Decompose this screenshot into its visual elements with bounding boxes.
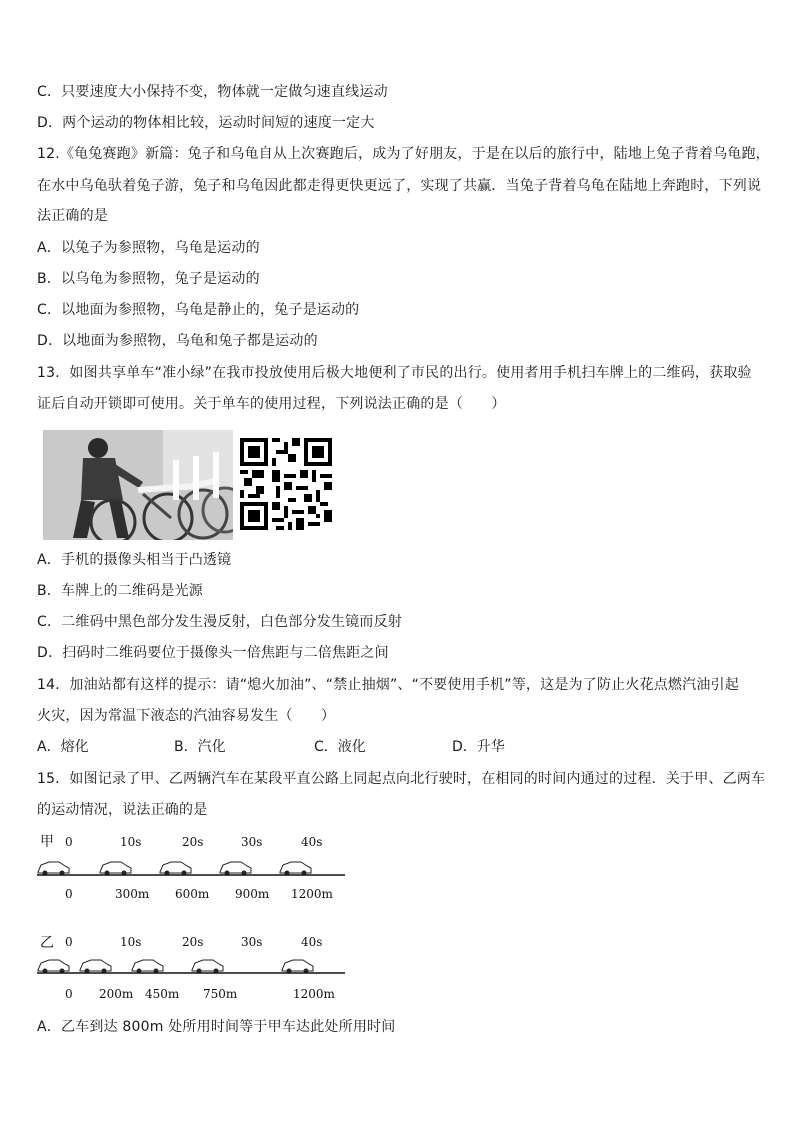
- yi-distance-450m: 450m: [145, 987, 180, 1001]
- q13-figure: [43, 428, 333, 542]
- jia-time-20s: 20s: [182, 835, 204, 849]
- q12-stem-line-2: 在水中乌龟驮着兔子游，兔子和乌龟因此都走得更快更远了，实现了共赢．当兔子背着乌龟在陆地上奔跑时，下列说: [37, 178, 762, 194]
- q15-stem-line-1: 15．如图记录了甲、乙两辆汽车在某段平直公路上同起点向北行驶时，在相同的时间内通过的过程．关于甲、乙两车: [37, 771, 766, 787]
- q12-stem-line-3: 法正确的是: [37, 208, 108, 224]
- yi-distance-0: 0: [65, 987, 73, 1001]
- jia-time-30s: 30s: [241, 835, 263, 849]
- jia-distance-900m: 900m: [235, 887, 270, 901]
- jia-car-10s: [100, 862, 131, 876]
- yi-car-30s: [192, 960, 223, 974]
- yi-distance-200m: 200m: [99, 987, 134, 1001]
- jia-car-20s: [160, 862, 191, 876]
- q11-option-d: D．两个运动的物体相比较，运动时间短的速度一定大: [37, 115, 375, 131]
- jia-car-0: [38, 862, 69, 876]
- jia-time-0: 0: [65, 835, 73, 849]
- bike-photo: [43, 430, 233, 540]
- yi-label: 乙: [40, 935, 54, 951]
- jia-car-40s: [280, 862, 311, 876]
- q12-option-b: B．以乌龟为参照物，兔子是运动的: [37, 271, 260, 287]
- yi-time-20s: 20s: [182, 935, 204, 949]
- jia-distance-1200m: 1200m: [291, 887, 333, 901]
- q12-stem-line-1: 12.《龟兔赛跑》新篇：兔子和乌龟自从上次赛跑后，成为了好朋友，于是在以后的旅行中，陆地上兔子背着乌龟跑，: [37, 146, 770, 162]
- jia-time-40s: 40s: [301, 835, 323, 849]
- q13-option-c: C．二维码中黑色部分发生漫反射，白色部分发生镜而反射: [37, 614, 402, 630]
- q14-stem-line-2: 火灾，因为常温下液态的汽油容易发生（ ）: [37, 708, 336, 724]
- q13-option-b: B．车牌上的二维码是光源: [37, 583, 204, 599]
- yi-time-30s: 30s: [241, 935, 263, 949]
- q11-option-c: C．只要速度大小保持不变，物体就一定做匀速直线运动: [37, 84, 388, 100]
- yi-distance-1200m: 1200m: [293, 987, 335, 1001]
- q12-option-a: A．以兔子为参照物，乌龟是运动的: [37, 240, 260, 256]
- yi-car-10s: [80, 960, 111, 974]
- qr-code-image: [240, 438, 332, 530]
- jia-distance-0: 0: [65, 887, 73, 901]
- q12-option-c: C．以地面为参照物，乌龟是静止的，兔子是运动的: [37, 302, 360, 318]
- jia-car-30s: [220, 862, 251, 876]
- q13-option-d: D．扫码时二维码要位于摄像头一倍焦距与二倍焦距之间: [37, 645, 389, 661]
- jia-label: 甲: [40, 834, 54, 850]
- q13-stem-line-1: 13．如图共享单车“准小绿”在我市投放使用后极大地便利了市民的出行。使用者用手机扫车牌上的二维码，获取验: [37, 365, 752, 381]
- q14-option-c: C．液化: [314, 739, 366, 755]
- yi-time-0: 0: [65, 935, 73, 949]
- yi-time-40s: 40s: [301, 935, 323, 949]
- yi-car-40s: [282, 960, 313, 974]
- q13-stem-line-2: 证后自动开锁即可使用。关于单车的使用过程，下列说法正确的是（ ）: [37, 396, 506, 412]
- jia-distance-600m: 600m: [175, 887, 210, 901]
- q14-option-b: B．汽化: [174, 739, 226, 755]
- q15-option-a: A．乙车到达 800m 处所用时间等于甲车达此处所用时间: [37, 1019, 396, 1035]
- q14-option-a: A．熔化: [37, 739, 89, 755]
- q14-stem-line-1: 14．加油站都有这样的提示：请“熄火加油”、“禁止抽烟”、“不要使用手机”等，这是为了防止火花点燃汽油引起: [37, 677, 739, 693]
- q14-option-d: D．升华: [452, 739, 505, 755]
- q15-motion-diagram: [35, 830, 355, 1010]
- yi-time-10s: 10s: [120, 935, 142, 949]
- q15-stem-line-2: 的运动情况，说法正确的是: [37, 802, 208, 818]
- jia-time-10s: 10s: [120, 835, 142, 849]
- yi-distance-750m: 750m: [203, 987, 238, 1001]
- yi-car-0: [38, 960, 69, 974]
- q12-option-d: D．以地面为参照物，乌龟和兔子都是运动的: [37, 333, 318, 349]
- jia-distance-300m: 300m: [115, 887, 150, 901]
- q13-option-a: A．手机的摄像头相当于凸透镜: [37, 552, 232, 568]
- yi-car-20s: [132, 960, 163, 974]
